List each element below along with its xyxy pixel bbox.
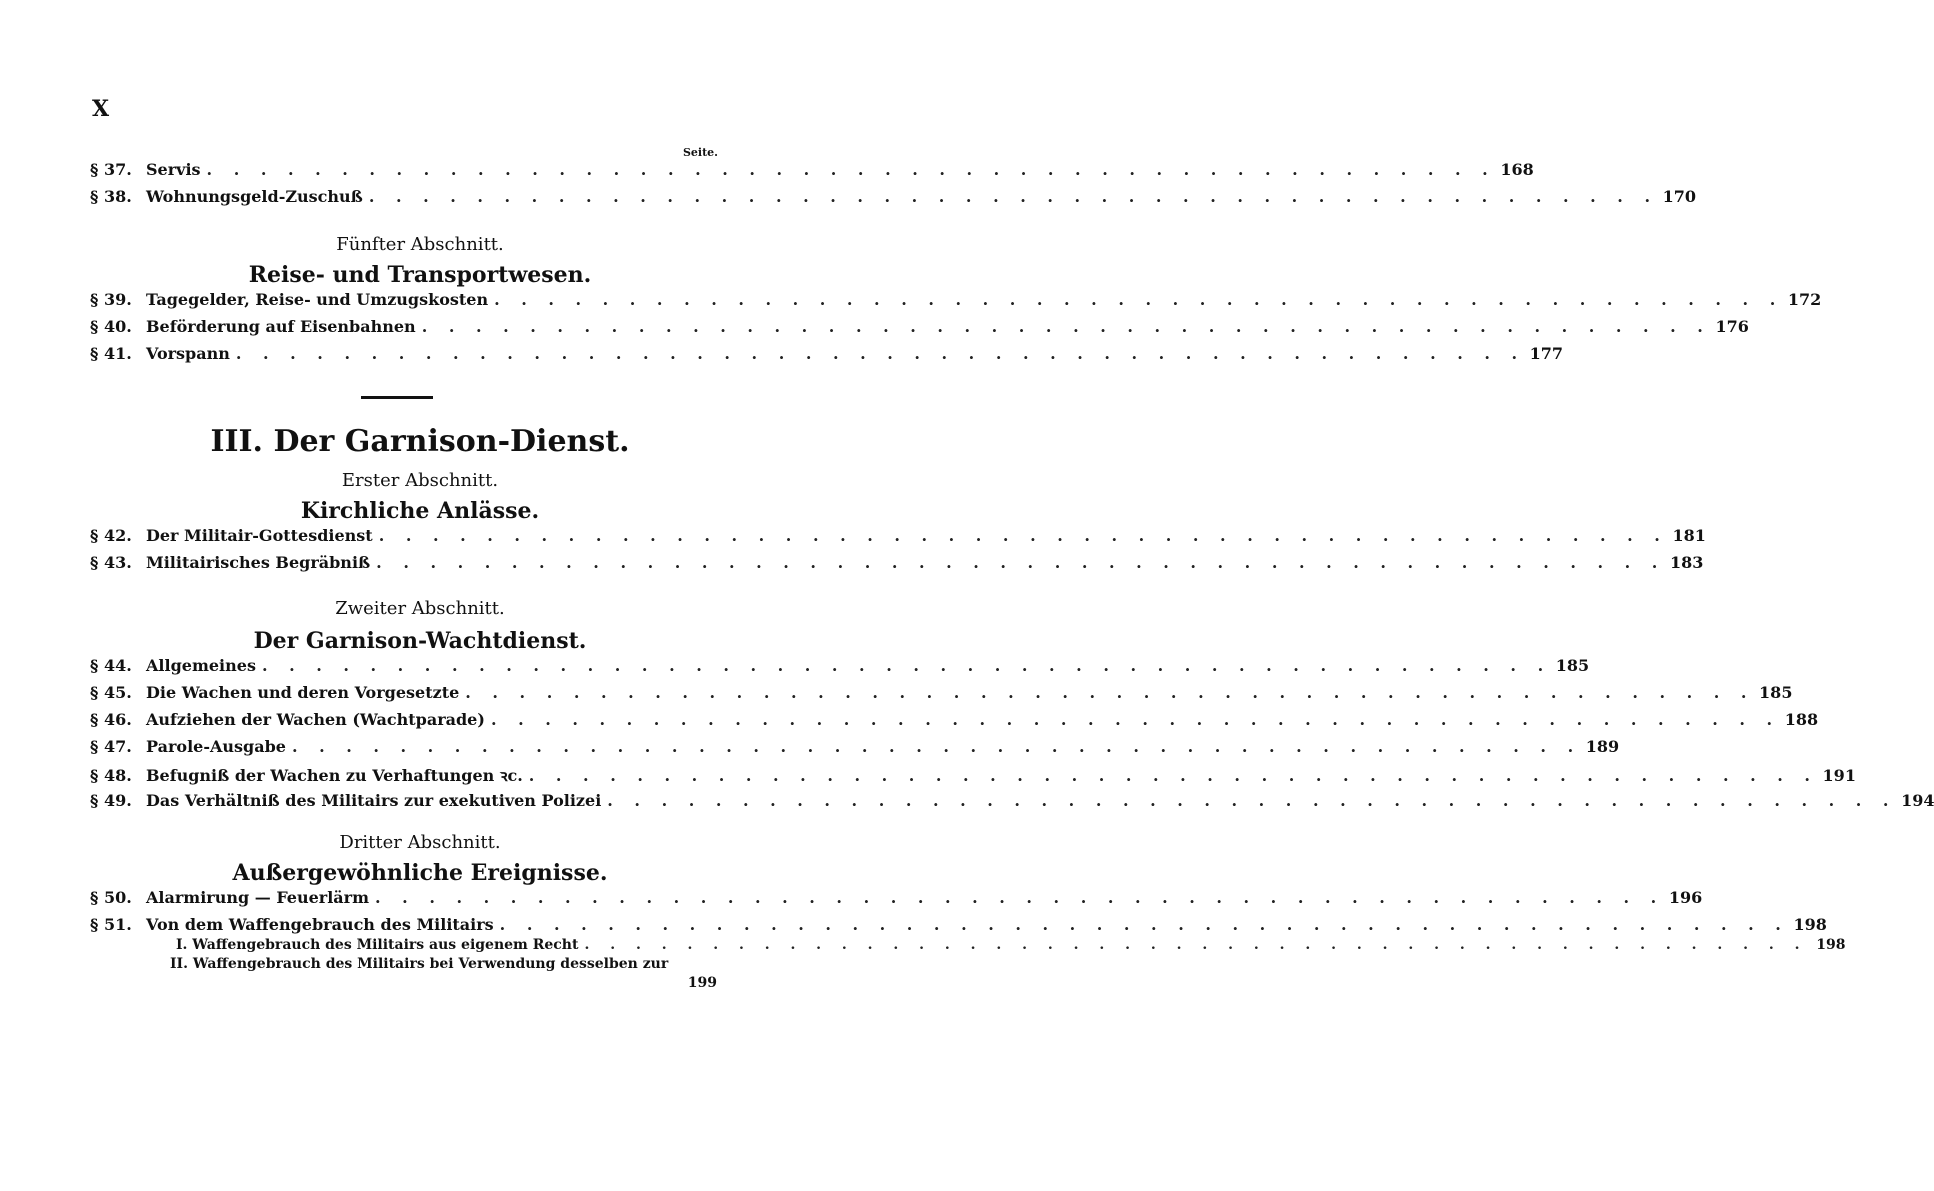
- section-number: § 45.: [90, 683, 132, 702]
- toc-subentry[interactable]: [90, 937, 1846, 956]
- section-number: § 48.: [90, 766, 132, 785]
- toc-entry[interactable]: [90, 553, 1704, 580]
- toc-block-2: [90, 290, 1822, 371]
- entry-title: Der Militair-Gottesdienst: [146, 526, 373, 545]
- toc-block-3: [90, 526, 1706, 580]
- page-number: X: [92, 96, 110, 122]
- page-ref: 198: [1793, 915, 1827, 934]
- dot-leader: . . . . . . . . . . . . . . . . . . . . . . . . . . . . . . . . . . . . . . . . . . . . . . . .: [528, 766, 1818, 785]
- dot-leader: . . . . . . . . . . . . . . . . . . . . . . . . . . . . . . . . . . . . . . . . . . . . . . . .: [261, 656, 1552, 675]
- page-ref: 185: [1555, 656, 1590, 675]
- toc-entry[interactable]: [90, 344, 1564, 371]
- section-title-2: Der Garnison-Wachtdienst.: [253, 628, 587, 654]
- toc-entry[interactable]: [90, 710, 1819, 737]
- section-label-2: Zweiter Abschnitt.: [335, 598, 505, 619]
- entry-title: Vorspann: [146, 344, 230, 363]
- toc-block-5: [90, 888, 1846, 995]
- section-number: § 50.: [90, 888, 132, 907]
- page-ref: 191: [1822, 766, 1856, 785]
- subentry-title: II. Waffengebrauch des Militairs bei Verwendung desselben zur: [170, 956, 669, 972]
- dot-leader: . . . . . . . . . . . . . . . . . . . . . . . . . . . . . . . . . . . . . . . . . . . . . . . .: [499, 915, 1789, 934]
- page-ref: 170: [1662, 187, 1697, 206]
- page-ref: 188: [1784, 710, 1819, 729]
- section-label-5: Fünfter Abschnitt.: [336, 234, 504, 255]
- dot-leader: . . . . . . . . . . . . . . . . . . . . . . . . . . . . . . . . . . . . . . . . . . . . . . . .: [494, 290, 1784, 309]
- section-number: § 44.: [90, 656, 132, 675]
- toc-block-4: [90, 656, 1934, 818]
- page-ref: 172: [1787, 290, 1822, 309]
- dot-leader: . . . . . . . . . . . . . . . . . . . . . . . . . . . . . . . . . . . . . . . . . . . . . . . .: [378, 526, 1668, 545]
- page-ref: 177: [1529, 344, 1564, 363]
- toc-entry[interactable]: [90, 187, 1697, 214]
- entry-title: Allgemeines: [146, 656, 256, 675]
- entry-title: Aufziehen der Wachen (Wachtparade): [146, 710, 485, 729]
- dot-leader: . . . . . . . . . . . . . . . . . . . . . . . . . . . . . . . . . . . . . . . . . . . . . . . .: [206, 160, 1496, 179]
- page-ref: 198: [1816, 937, 1846, 953]
- toc-entry[interactable]: [90, 888, 1703, 915]
- dot-leader: . . . . . . . . . . . . . . . . . . . . . . . . . . . . . . . . . . . . . . . . . . . . . . . .: [235, 344, 1526, 363]
- toc-entry[interactable]: [90, 915, 1827, 937]
- dot-leader: . . . . . . . . . . . . . . . . . . . . . . . . . . . . . . . . . . . . . . . . . . . . . . . .: [584, 937, 1808, 953]
- page-ref: 185: [1759, 683, 1793, 702]
- section-number: § 42.: [90, 526, 132, 545]
- section-number: § 38.: [90, 187, 132, 206]
- toc-entry[interactable]: [90, 526, 1706, 553]
- entry-title: Das Verhältniß des Militairs zur exekutiven Polizei: [146, 791, 602, 810]
- toc-entry[interactable]: [90, 160, 1534, 187]
- dot-leader: . . . . . . . . . . . . . . . . . . . . . . . . . . . . . . . . . . . . . . . . . . . . . . . .: [291, 737, 1582, 756]
- page-ref: 199: [687, 975, 717, 991]
- entry-title: Tagegelder, Reise- und Umzugskosten: [146, 290, 489, 309]
- toc-entry[interactable]: [90, 764, 1856, 791]
- section-number: § 46.: [90, 710, 132, 729]
- page-ref: 168: [1500, 160, 1534, 179]
- page-ref: 176: [1715, 317, 1749, 336]
- dot-leader: . . . . . . . . . . . . . . . . . . . . . . . . . . . . . . . . . . . . . . . . . . . . . . . .: [421, 317, 1711, 336]
- toc-subentry-cut: [90, 975, 717, 995]
- entry-title: Von dem Waffengebrauch des Militairs: [146, 915, 494, 934]
- entry-title: Die Wachen und deren Vorgesetzte: [146, 683, 460, 702]
- dot-leader: . . . . . . . . . . . . . . . . . . . . . . . . . . . . . . . . . . . . . . . . . . . . . . . .: [375, 888, 1665, 907]
- entry-title: Parole-Ausgabe: [146, 737, 286, 756]
- section-number: § 39.: [90, 290, 132, 309]
- divider: [361, 396, 433, 399]
- entry-title: Alarmirung — Feuerlärm: [146, 888, 370, 907]
- section-number: § 49.: [90, 791, 132, 810]
- dot-leader: . . . . . . . . . . . . . . . . . . . . . . . . . . . . . . . . . . . . . . . . . . . . . . . .: [607, 791, 1897, 810]
- entry-title: Beförderung auf Eisenbahnen: [146, 317, 416, 336]
- subentry-title: I. Waffengebrauch des Militairs aus eigenem Recht: [176, 937, 579, 953]
- section-number: § 41.: [90, 344, 132, 363]
- toc-block-1: [90, 160, 1697, 214]
- toc-entry[interactable]: [90, 737, 1620, 764]
- dot-leader: . . . . . . . . . . . . . . . . . . . . . . . . . . . . . . . . . . . . . . . . . . . . . . . .: [465, 683, 1755, 702]
- section-number: § 40.: [90, 317, 132, 336]
- section-number: § 51.: [90, 915, 132, 934]
- toc-subentry[interactable]: [90, 956, 717, 975]
- toc-entry[interactable]: [90, 791, 1934, 818]
- page-ref: 183: [1669, 553, 1704, 572]
- section-title-5: Reise- und Transportwesen.: [248, 262, 592, 288]
- toc-entry[interactable]: [90, 317, 1749, 344]
- section-title-1: Kirchliche Anlässe.: [300, 498, 540, 524]
- page-ref: 194: [1901, 791, 1934, 810]
- section-number: § 37.: [90, 160, 132, 179]
- section-label-3: Dritter Abschnitt.: [339, 832, 501, 853]
- dot-leader: . . . . . . . . . . . . . . . . . . . . . . . . . . . . . . . . . . . . . . . . . . . . . . . .: [368, 187, 1659, 206]
- entry-title: Militairisches Begräbniß: [146, 553, 371, 572]
- page-ref: 189: [1585, 737, 1620, 756]
- section-number: § 47.: [90, 737, 132, 756]
- page-column-label: Seite.: [682, 146, 718, 159]
- page-ref: 196: [1668, 888, 1703, 907]
- section-label-1: Erster Abschnitt.: [341, 470, 499, 491]
- entry-title: Servis: [146, 160, 201, 179]
- dot-leader: . . . . . . . . . . . . . . . . . . . . . . . . . . . . . . . . . . . . . . . . . . . . . . . .: [490, 710, 1781, 729]
- dot-leader: . . . . . . . . . . . . . . . . . . . . . . . . . . . . . . . . . . . . . . . . . . . . . . . .: [376, 553, 1666, 572]
- section-number: § 43.: [90, 553, 132, 572]
- section-title-3: Außergewöhnliche Ereignisse.: [232, 860, 608, 886]
- toc-entry[interactable]: [90, 683, 1793, 710]
- page-ref: 181: [1672, 526, 1706, 545]
- toc-entry[interactable]: [90, 290, 1822, 317]
- entry-title: Wohnungsgeld-Zuschuß: [146, 187, 363, 206]
- toc-entry[interactable]: [90, 656, 1590, 683]
- part-title: III. Der Garnison-Dienst.: [210, 424, 630, 459]
- entry-title: Befugniß der Wachen zu Verhaftungen ꝛc.: [146, 766, 523, 785]
